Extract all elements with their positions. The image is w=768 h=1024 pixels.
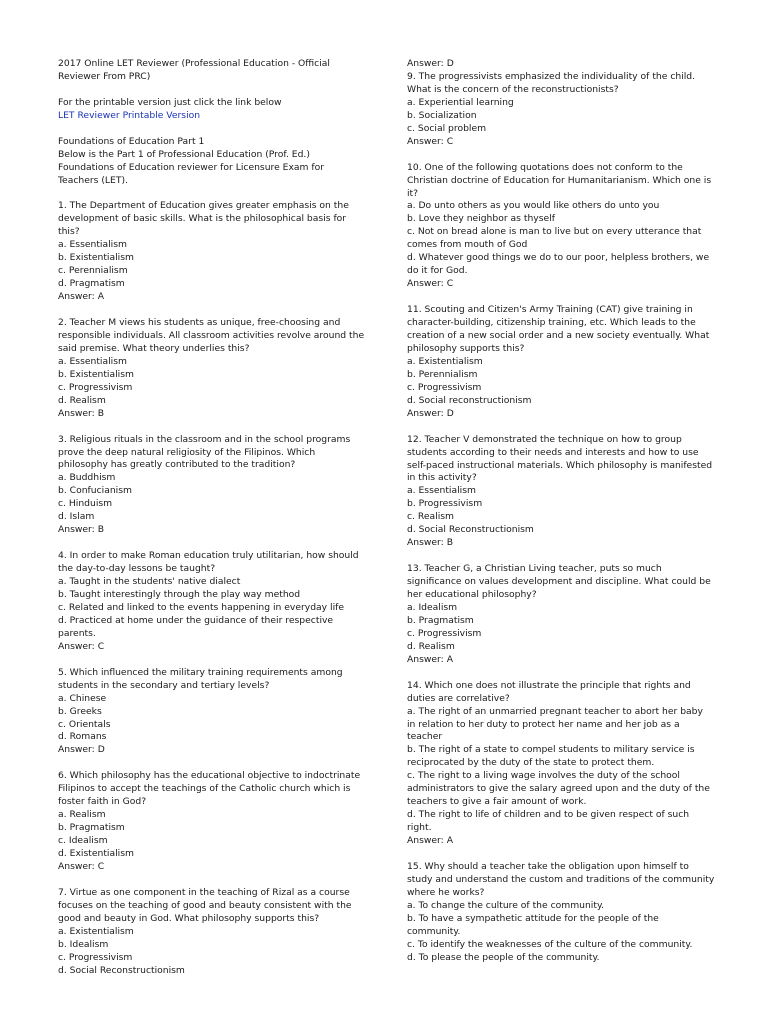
question-line: d. Social reconstructionism (407, 394, 532, 406)
question-block (58, 887, 368, 978)
question-line: d. To please the people of the community. (407, 951, 600, 963)
question-line: c. The right to a living wage involves the duty of the school (407, 770, 680, 782)
spacer (407, 550, 717, 563)
printable-version-link[interactable]: LET Reviewer Printable Version (58, 109, 201, 121)
question-line: duties are correlative? (407, 692, 510, 704)
spacer (58, 537, 368, 550)
question-line: in this activity? (407, 472, 477, 484)
question-line: the day-to-day lessons be taught? (58, 563, 216, 575)
question-line: 9. The progressivists emphasized the individuality of the child. (407, 70, 696, 82)
question-line: creation of a new social order and a new society eventually. What (407, 329, 710, 341)
question-line: Answer: A (407, 653, 453, 665)
question-line: b. Pragmatism (407, 614, 474, 626)
question-line: foster faith in God? (58, 796, 147, 808)
question-line: right. (407, 822, 432, 834)
printable-intro: For the printable version just click the link below (58, 96, 282, 108)
question-line: c. Social problem (407, 122, 487, 134)
title-line: 2017 Online LET Reviewer (Professional Education - Official (58, 58, 330, 69)
right-question-list (407, 71, 717, 965)
question-line: b. To have a sympathetic attitude for the people of the (407, 912, 659, 924)
question-block (58, 200, 368, 304)
question-block (407, 861, 717, 965)
question-line: Answer: B (407, 537, 453, 549)
question-line: d. Realism (58, 394, 106, 406)
question-line: focuses on the teaching of good and beauty consistent with the (58, 899, 352, 911)
spacer (407, 848, 717, 861)
section-description-line: Teachers (LET). (58, 174, 128, 186)
question-block (407, 563, 717, 667)
question-line: this? (58, 226, 80, 238)
spacer (58, 123, 368, 136)
question-line: d. Romans (58, 731, 107, 743)
question-line: philosophy supports this? (407, 342, 525, 354)
spacer (58, 188, 368, 201)
question-line: a. The right of an unmarried pregnant teacher to abort her baby (407, 705, 703, 717)
question-line: prove the deep natural religiosity of the Filipinos. Which (58, 446, 316, 458)
spacer (407, 667, 717, 680)
question-line: d. Practiced at home under the guidance of their respective (58, 614, 334, 626)
question-line: c. Progressivism (407, 627, 482, 639)
question-line: a. Idealism (407, 601, 458, 613)
question-block (58, 317, 368, 421)
question-line: Answer: C (407, 278, 454, 290)
question-line: b. The right of a state to compel students to military service is (407, 744, 695, 756)
question-line: c. Realism (407, 511, 454, 523)
question-line: b. Idealism (58, 938, 109, 950)
question-line: d. Existentialism (58, 848, 134, 860)
question-line: d. Whatever good things we do to our poor, helpless brothers, we (407, 252, 710, 264)
question-line: 12. Teacher V demonstrated the technique on how to group (407, 433, 682, 445)
question-line: Answer: B (58, 524, 104, 536)
question-line: b. Pragmatism (58, 822, 125, 834)
spacer (407, 291, 717, 304)
question-block (407, 304, 717, 421)
question-line: Answer: A (407, 835, 453, 847)
question-line: c. Orientals (58, 718, 111, 730)
title-line: Reviewer From PRC) (58, 70, 151, 82)
answer-line: Answer: D (407, 58, 454, 69)
question-line: development of basic skills. What is the philosophical basis for (58, 213, 347, 225)
question-block (407, 162, 717, 292)
right-column (407, 58, 717, 965)
question-line: c. Progressivism (407, 381, 482, 393)
spacer (407, 149, 717, 162)
question-line: a. Realism (58, 809, 106, 821)
question-line: Answer: C (407, 135, 454, 147)
question-line: reciprocated by the duty of the state to protect them. (407, 757, 655, 769)
question-line: 2. Teacher M views his students as unique, free-choosing and (58, 317, 341, 328)
question-line: 10. One of the following quotations does not conform to the (407, 161, 683, 173)
spacer (58, 757, 368, 770)
question-line: Answer: D (58, 744, 105, 756)
question-line: a. Experiential learning (407, 96, 514, 108)
question-line: a. Essentialism (58, 355, 127, 367)
question-line: c. Hinduism (58, 498, 113, 510)
question-line: d. Realism (407, 640, 455, 652)
question-line: Answer: B (58, 407, 104, 419)
question-line: it? (407, 187, 419, 199)
question-line: administrators to give the salary agreed upon and the duty of the (407, 783, 710, 795)
question-line: teachers to give a fair amount of work. (407, 796, 587, 808)
question-line: responsible individuals. All classroom activities revolve around the (58, 329, 365, 341)
spacer (58, 654, 368, 667)
question-line: 7. Virtue as one component in the teaching of Rizal as a course (58, 886, 350, 898)
question-line: students according to their needs and interests and how to use (407, 446, 699, 458)
question-line: c. Progressivism (58, 951, 133, 963)
question-line: self-paced instructional materials. Which philosophy is manifested (407, 459, 713, 471)
question-line: b. Greeks (58, 705, 102, 717)
section-description-line: Below is the Part 1 of Professional Education (Prof. Ed.) (58, 148, 310, 160)
question-line: Christian doctrine of Education for Humanitarianism. Which one is (407, 174, 712, 186)
question-line: community. (407, 925, 461, 937)
question-block (407, 71, 717, 149)
question-line: 3. Religious rituals in the classroom and in the school programs (58, 433, 351, 445)
question-line: a. Taught in the students' native dialect (58, 576, 241, 588)
question-line: b. Taught interestingly through the play way method (58, 588, 301, 600)
question-line: 14. Which one does not illustrate the principle that rights and (407, 679, 691, 691)
question-line: Answer: D (407, 407, 454, 419)
document-title (58, 58, 368, 84)
question-line: where he works? (407, 886, 485, 898)
question-line: b. Socialization (407, 109, 477, 121)
question-line: 1. The Department of Education gives greater emphasis on the (58, 200, 349, 212)
question-line: b. Progressivism (407, 498, 483, 510)
question-line: c. Perennialism (58, 265, 128, 277)
question-block (58, 667, 368, 758)
left-column (58, 58, 368, 978)
question-line: teacher (407, 731, 443, 743)
question-line: 11. Scouting and Citizen's Army Training (CAT) give training in (407, 304, 693, 316)
question-line: parents. (58, 627, 96, 639)
question-line: 4. In order to make Roman education truly utilitarian, how should (58, 550, 359, 562)
question-line: Answer: A (58, 291, 104, 303)
question-line: c. To identify the weaknesses of the culture of the community. (407, 938, 693, 950)
question-block (58, 550, 368, 654)
question-line: a. Buddhism (58, 472, 116, 484)
spacer (58, 421, 368, 434)
question-line: 13. Teacher G, a Christian Living teacher, puts so much (407, 563, 662, 575)
question-line: significance on values development and discipline. What could be (407, 576, 711, 588)
question-line: comes from mouth of God (407, 239, 528, 251)
question-line: 5. Which influenced the military training requirements among (58, 666, 343, 678)
question-line: 6. Which philosophy has the educational objective to indoctrinate (58, 770, 361, 782)
question-line: a. Existentialism (407, 355, 483, 367)
question-line: a. To change the culture of the community. (407, 899, 604, 911)
question-line: b. Existentialism (58, 252, 134, 264)
question-line: study and understand the custom and traditions of the community (407, 873, 715, 885)
question-line: a. Do unto others as you would like others do unto you (407, 200, 660, 212)
question-line: students in the secondary and tertiary levels? (58, 679, 270, 691)
question-line: b. Confucianism (58, 485, 132, 497)
spacer (58, 304, 368, 317)
question-line: b. Existentialism (58, 368, 134, 380)
question-line: said premise. What theory underlies this? (58, 342, 250, 354)
question-line: d. Social Reconstructionism (407, 524, 534, 536)
question-line: a. Existentialism (58, 925, 134, 937)
question-block (58, 434, 368, 538)
spacer (58, 874, 368, 887)
question-line: a. Essentialism (407, 485, 476, 497)
section-intro (58, 136, 368, 188)
question-line: in relation to her duty to protect her name and her job as a (407, 718, 680, 730)
question-line: Filipinos to accept the teachings of the Catholic church which is (58, 783, 351, 795)
question-line: a. Chinese (58, 692, 107, 704)
section-heading: Foundations of Education Part 1 (58, 135, 205, 147)
spacer (407, 421, 717, 434)
question-line: c. Idealism (58, 835, 108, 847)
question-line: Answer: C (58, 640, 105, 652)
question-block (407, 434, 717, 551)
left-question-list (58, 200, 368, 977)
question-line: b. Love they neighbor as thyself (407, 213, 555, 225)
question-line: What is the concern of the reconstructionists? (407, 83, 619, 95)
question-line: d. Islam (58, 511, 95, 523)
question-line: b. Perennialism (407, 368, 478, 380)
question-line: d. Pragmatism (58, 278, 125, 290)
question-line: 15. Why should a teacher take the obligation upon himself to (407, 861, 689, 872)
question-line: her educational philosophy? (407, 589, 537, 601)
question-line: do it for God. (407, 265, 468, 277)
question-line: c. Related and linked to the events happening in everyday life (58, 601, 345, 613)
spacer (58, 84, 368, 97)
question-line: good and beauty in God. What philosophy supports this? (58, 912, 320, 924)
question-block (407, 680, 717, 848)
question-block (58, 770, 368, 874)
question-line: d. The right to life of children and to be given respect of such (407, 809, 690, 821)
question-line: philosophy has greatly contributed to the tradition? (58, 459, 296, 471)
question-line: c. Progressivism (58, 381, 133, 393)
question-line: c. Not on bread alone is man to live but on every utterance that (407, 226, 702, 238)
question-line: d. Social Reconstructionism (58, 964, 185, 976)
question-line: character-building, citizenship training, etc. Which leads to the (407, 317, 696, 329)
question-line: a. Essentialism (58, 239, 127, 251)
question-line: Answer: C (58, 860, 105, 872)
section-description-line: Foundations of Education reviewer for Licensure Exam for (58, 161, 325, 173)
